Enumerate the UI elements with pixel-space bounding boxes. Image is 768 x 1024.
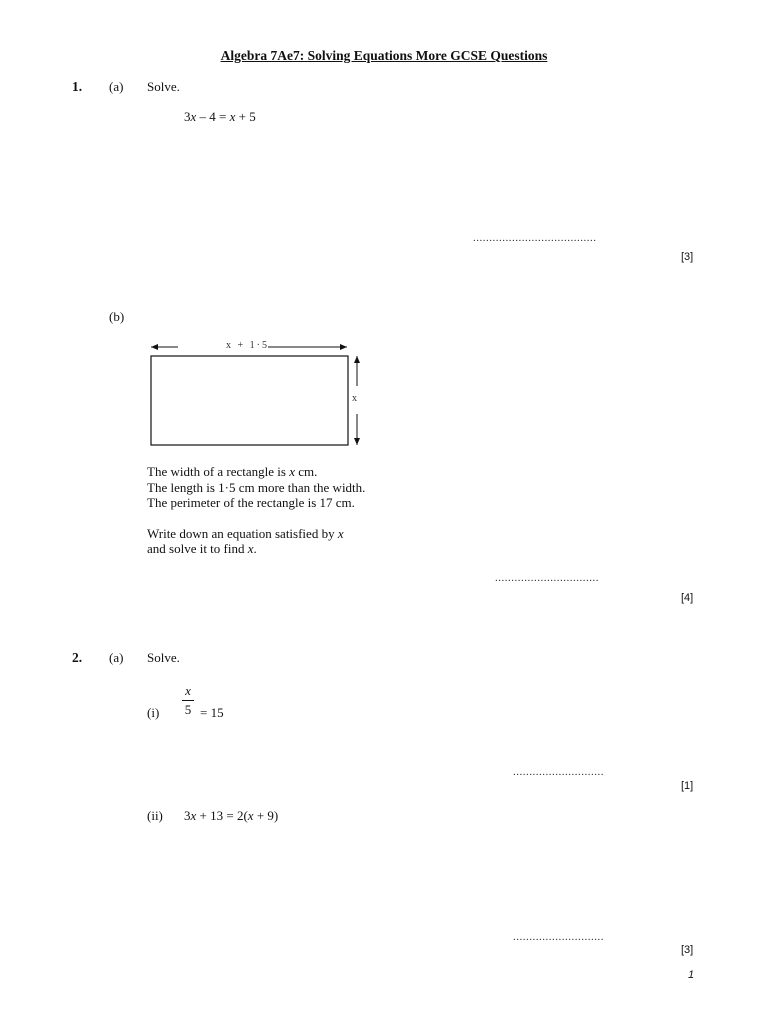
q2ai-marks: [1] bbox=[681, 780, 694, 792]
q2aii-label: (ii) bbox=[147, 808, 163, 823]
q2ai-fraction bbox=[182, 683, 194, 718]
q2aii-equation: 3x + 13 = 2(x + 9) bbox=[184, 808, 279, 823]
q1a-label: (a) bbox=[109, 79, 124, 94]
rectangle-diagram bbox=[140, 336, 370, 452]
fraction-bar bbox=[182, 700, 194, 701]
q2ai-rhs: = 15 bbox=[200, 705, 224, 720]
q1a-marks: [3] bbox=[681, 251, 694, 263]
q1a-instruction: Solve. bbox=[147, 79, 180, 94]
q1b-answer-line[interactable]: ................................ bbox=[495, 572, 599, 584]
page-number: 1 bbox=[688, 969, 695, 981]
diagram-length-label: x + 1·5 bbox=[226, 340, 269, 351]
fraction-denominator: 5 bbox=[184, 702, 192, 717]
rectangle bbox=[151, 356, 348, 445]
diagram-width-label: x bbox=[352, 393, 357, 404]
q1b-label: (b) bbox=[109, 309, 125, 324]
q1a-answer-line[interactable]: ...................................... bbox=[473, 232, 597, 244]
q2a-instruction: Solve. bbox=[147, 650, 180, 665]
question-2-number: 2. bbox=[72, 650, 83, 665]
q2aii-marks: [3] bbox=[681, 944, 694, 956]
q2ai-label: (i) bbox=[147, 705, 160, 720]
q1b-text: The width of a rectangle is x cm. The length is 1·5 cm more than the width. The perimeter of the rectangle is 17 cm. Write down an equation satisfied by x and solve it to find x. bbox=[147, 464, 366, 556]
fraction-numerator: x bbox=[185, 683, 191, 698]
q2aii-answer-line[interactable]: ............................ bbox=[513, 931, 604, 943]
q1b-marks: [4] bbox=[681, 592, 694, 604]
page-title: Algebra 7Ae7: Solving Equations More GCSE Questions bbox=[220, 48, 548, 63]
question-1-number: 1. bbox=[72, 79, 83, 94]
q2a-label: (a) bbox=[109, 650, 124, 665]
q1a-equation: 3x – 4 = x + 5 bbox=[184, 109, 256, 124]
q2ai-answer-line[interactable]: ............................ bbox=[513, 766, 604, 778]
